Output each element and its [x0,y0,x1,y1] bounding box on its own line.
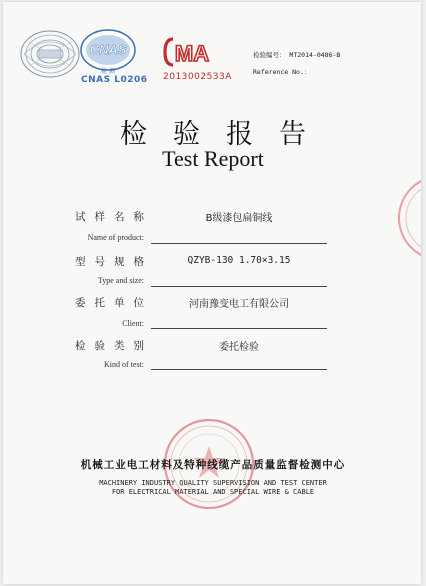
cma-code: 2013002533A [163,72,232,82]
field-value-product: B级漆包扁铜线 [205,213,273,224]
field-line [151,243,327,244]
field-en-test-kind: Kind of test: [104,360,144,369]
organization-english-line1: MACHINERY INDUSTRY QUALITY SUPERVISION AND TEST CENTER [99,479,327,487]
report-number [253,50,340,59]
field-line [151,369,327,370]
reference-number-label: Reference No.： [253,68,311,76]
field-en-client: Client: [122,319,144,328]
svg-text:检 测: 检 测 [101,68,115,75]
cma-logo-icon [163,35,217,69]
svg-text:CNAS: CNAS [89,42,127,57]
title-chinese: 检验报告 [120,119,332,150]
report-number-label: 检验编号： [253,51,286,59]
field-value-test-kind: 委托检验 [219,342,259,353]
organization-english-line2: FOR ELECTRICAL MATERIAL AND SPECIAL WIRE & CABLE [111,488,315,496]
field-line [151,286,327,287]
field-label-product: 试样名称 [75,211,153,223]
field-en-product: Name of product: [87,233,144,242]
title-english: Test Report [162,146,264,171]
svg-text:MA: MA [174,41,210,66]
field-label-client: 委托单位 [75,297,153,309]
field-en-type: Type and size: [97,276,144,285]
field-label-type: 型号规格 [75,256,153,268]
edge-seal-icon [397,170,421,266]
field-line [151,328,327,329]
report-number-value: MT2014-0486-B [289,51,341,59]
field-value-client: 河南豫变电工有限公司 [189,299,289,310]
cnas-logo-icon [78,26,138,78]
field-value-type: QZYB-130 1.70×3.15 [187,255,291,266]
cnas-code: CNAS L0206 [81,75,148,85]
report-page [3,2,421,584]
accreditation-seal-icon [19,28,81,80]
field-label-test-kind: 检验类别 [75,340,153,352]
organization-chinese: 机械工业电工材料及特种线缆产品质量监督检测中心 [80,459,346,471]
